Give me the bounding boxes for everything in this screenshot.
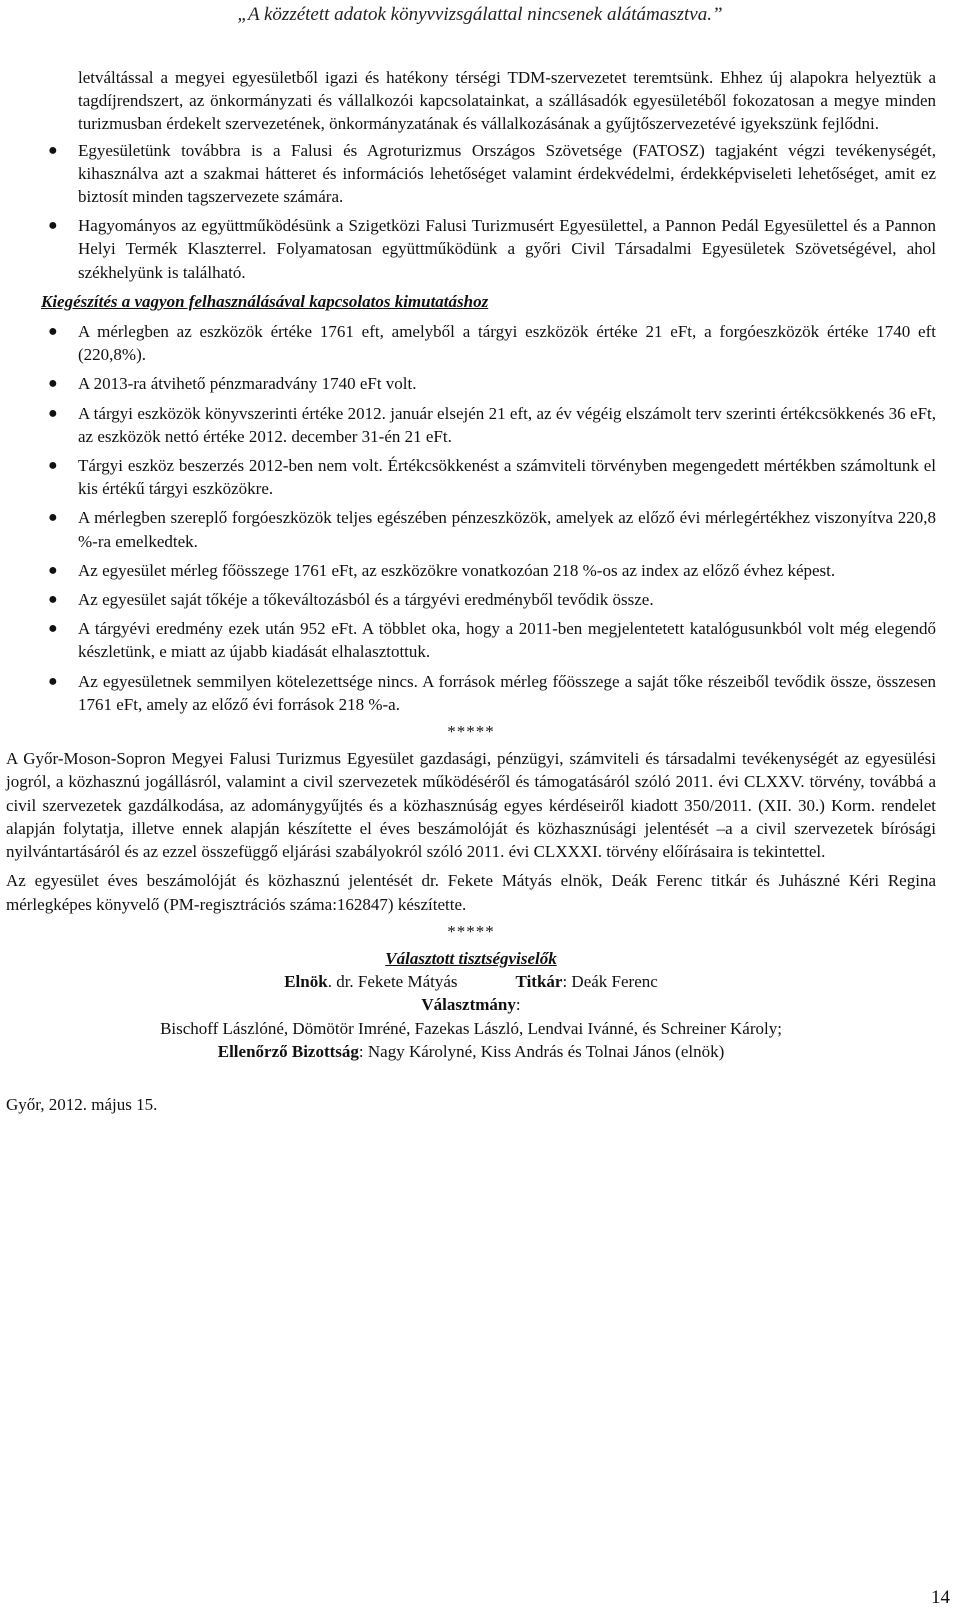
bullet-list-activities: [6, 66, 936, 284]
bullet-icon: ●: [48, 323, 58, 341]
page-number: 14: [931, 1587, 950, 1608]
list-item-text: A 2013-ra átvihető pénzmaradvány 1740 eFt volt.: [78, 374, 417, 394]
bullet-icon: ●: [48, 375, 58, 393]
bullet-icon: ●: [48, 141, 58, 159]
list-item-text: A tárgyévi eredmény ezek után 952 eFt. A többlet oka, hogy a 2011-ben megjelentetett katalógusunkból volt még elegendő készletünk, e miatt az újabb kiadását elhalasztottuk.: [78, 619, 936, 662]
list-item-text: Egyesületünk továbbra is a Falusi és Agroturizmus Országos Szövetsége (FATOSZ) tagjaként végzi tevékenységét, kihasználva azt a szakmai hátteret és információs lehetőséget valamint érdekvédelmi, érdekképviseleti lehetőséget, amit ez biztosít minden tagszervezete számára.: [78, 140, 936, 207]
officers-title: Választott tisztségviselők: [385, 948, 557, 968]
president-label: Elnök: [284, 972, 328, 992]
list-item-text: A tárgyi eszközök könyvszerinti értéke 2012. január elsején 21 eft, az év végéig elszámolt terv szerinti értékcsökkenés 36 eFt, az eszközök nettó értéke 2012. december 31-én 21 eFt.: [78, 403, 936, 446]
supervisory-board-members: : Nagy Károlyné, Kiss András és Tolnai János (elnök): [358, 1041, 725, 1061]
list-item-text: Az egyesület mérleg főösszege 1761 eFt, az eszközökre vonatkozóan 218 %-os az index az előző évhez képest.: [78, 560, 836, 580]
section-heading: Kiegészítés a vagyon felhasználásával kapcsolatos kimutatáshoz: [41, 291, 489, 311]
list-item: [6, 506, 936, 552]
list-item: [6, 559, 936, 582]
list-item: [6, 588, 936, 611]
bullet-icon: ●: [48, 457, 58, 475]
bullet-icon: ●: [48, 217, 58, 235]
list-item: [6, 454, 936, 500]
list-item-text: Az egyesület saját tőkéje a tőkeváltozásból és a tárgyévi eredményből tevődik össze.: [78, 590, 654, 610]
board-heading-line: [6, 993, 936, 1016]
paragraph-preparers: Az egyesület éves beszámolóját és közhasznú jelentését dr. Fekete Mátyás elnök, Deák Ferenc titkár és Juhászné Kéri Regina mérlegképes könyvelő (PM-regisztrációs száma:162847) készítette.: [6, 871, 936, 914]
bullet-icon: ●: [48, 561, 58, 579]
bullet-list-assets: [6, 320, 936, 716]
bullet-icon: ●: [48, 509, 58, 527]
page-content: [6, 66, 936, 1116]
date-line: Győr, 2012. május 15.: [6, 1094, 158, 1114]
bullet-icon: ●: [48, 672, 58, 690]
list-item: [6, 139, 936, 209]
list-item-text: Hagyományos az együttműködésünk a Szigetközi Falusi Turizmusért Egyesülettel, a Pannon Pedál Egyesülettel és a Pannon Helyi Termék Klaszterrel. Folyamatosan együttműködünk a győri Civil Társadalmi Egyesületek Szövetségével, ahol székhelyünk is található.: [78, 216, 936, 282]
paragraph-legal-basis: A Győr-Moson-Sopron Megyei Falusi Turizmus Egyesület gazdasági, pénzügyi, számviteli és társadalmi tevékenységét az egyesülési jogról, a közhasznú jogállásról, valamint a civil szervezetek működéséről és támogatásáról szóló 2011. évi CLXXV. törvény, továbbá a civil szervezetek gazdálkodása, az adománygyűjtés és a közhasznúság egyes kérdéseiről kiadott 350/2011. (XII. 30.) Korm. rendelet alapján folytatja, illetve ennek alapján készítette el éves beszámolóját és közhasznúsági jelentését –a a civil szervezetek bírósági nyilvántartásáról és az ezzel összefüggő eljárási szabályokról szóló 2011. évi CLXXXI. törvény előírásaira is tekintettel.: [6, 749, 936, 862]
board-members: Bischoff Lászlóné, Dömötör Imréné, Fazekas László, Lendvai Ivánné, és Schreiner Károly;: [160, 1018, 782, 1038]
separator: *****: [447, 921, 495, 941]
bullet-icon: ●: [48, 620, 58, 638]
list-item: [6, 670, 936, 716]
officers-leaders-line: [6, 970, 936, 993]
list-item: [6, 617, 936, 663]
officers-block: [6, 947, 936, 1063]
list-item: [6, 320, 936, 366]
list-item-text: A mérlegben szereplő forgóeszközök teljes egészében pénzeszközök, amelyek az előző évi mérlegértékhez viszonyítva 220,8 %-ra emelkedtek.: [78, 508, 936, 551]
board-label: Választmány: [421, 995, 516, 1015]
secretary-name: : Deák Ferenc: [562, 972, 658, 992]
list-item-text: Tárgyi eszköz beszerzés 2012-ben nem volt. Értékcsökkenést a számviteli törvényben megengedett mértékben számoltunk el kis értékű tárgyi eszközökre.: [78, 456, 936, 499]
supervisory-board-label: Ellenőrző Bizottság: [217, 1041, 359, 1061]
list-item: [6, 66, 936, 136]
list-item-text: A mérlegben az eszközök értéke 1761 eft, amelyből a tárgyi eszközök értéke 21 eFt, a forgóeszközök értéke 1740 eft (220,8%).: [78, 322, 936, 365]
page-header: „A közzétett adatok könyvvizsgálattal nincsenek alátámasztva.”: [237, 4, 723, 25]
board-label-colon: :: [515, 995, 521, 1015]
secretary-label: Titkár: [515, 972, 563, 992]
supervisory-board-line: [6, 1040, 936, 1063]
list-item-text: letváltással a megyei egyesületből igazi és hatékony térségi TDM-szervezetet teremtsünk. Ehhez új alapokra helyeztük a tagdíjrendszert, az önkormányzati és vállalkozói kapcsolatainkat, a szállásadók egyesületéből fokozatosan a megye minden turizmusban érdekelt szervezetének, önkormányzatának és vállalkozásának a gyűjtőszervezetévé igyekszünk fejlődni.: [78, 68, 936, 134]
bullet-icon: ●: [48, 404, 58, 422]
list-item: [6, 402, 936, 448]
separator: *****: [447, 722, 495, 742]
list-item: [6, 372, 936, 395]
bullet-icon: ●: [48, 591, 58, 609]
list-item-text: Az egyesületnek semmilyen kötelezettsége nincs. A források mérleg főösszege a saját tőke részeiből tevődik össze, összesen 1761 eFt, amely az előző évi források 218 %-a.: [78, 671, 936, 714]
list-item: [6, 214, 936, 284]
president-name: . dr. Fekete Mátyás: [327, 972, 458, 992]
